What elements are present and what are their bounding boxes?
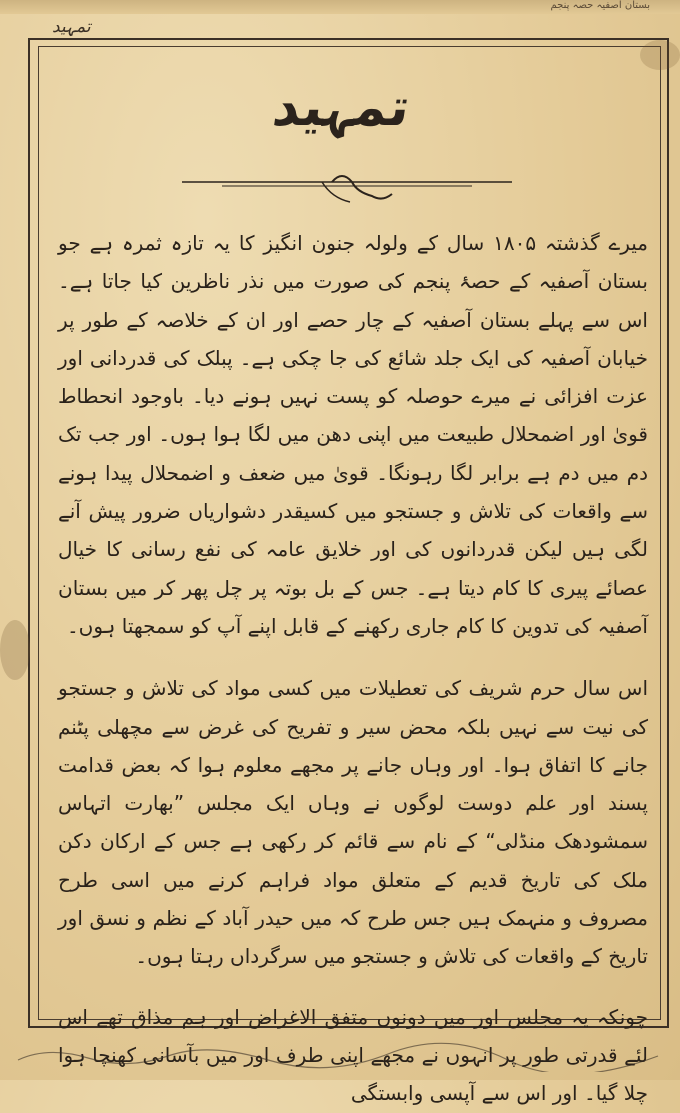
bottom-scribble	[8, 1040, 672, 1072]
paragraph: اس سال حرم شریف کی تعطیلات میں کسی مواد کی تلاش و جستجو کی نیت سے نہیں بلکہ محض سیر و تفریح کی غرض سے مچھلی پٹنم جانے کا اتفاق ہوا۔ اور وہاں جانے پر مجھے معلوم ہوا کہ بعض قدامت پسند اور علم دوست لوگوں نے وہاں ایک مجلس ”بھارت اتہاس سمشودھک منڈلی“ کے نام سے قائم کر رکھی ہے جس کے ارکان دکن ملک کی تاریخ قدیم کے متعلق مواد فراہم کرنے میں اسی طرح مصروف و منہمک ہیں جس طرح کہ میں حیدر آباد کے نظم و نسق اور تاریخ کے واقعات کی تلاش و جستجو میں سرگرداں رہتا ہوں۔	[58, 676, 648, 969]
body-text	[58, 224, 648, 1113]
paragraph: چونکہ یہ مجلس اور میں دونوں متفق الاغراض اور ہم مذاق تھے اس لئے قدرتی طور پر انہوں نے مجھے اپنی طرف اور میں بآسانی کھنچا ہوا چلا گیا۔ اور اس سے آپسی وابستگی	[58, 1004, 648, 1106]
top-strip	[0, 0, 680, 14]
page-title: تمہید	[269, 78, 414, 138]
running-head: تمہید	[52, 17, 91, 37]
top-strip-text: بستان آصفیہ حصہ پنجم	[550, 0, 650, 11]
paper-stain	[0, 620, 30, 680]
paper-stain	[640, 40, 680, 70]
title-ornament	[182, 172, 512, 212]
paragraph: میرے گذشتہ ۱۸۰۵ سال کے ولولہ جنون انگیز کا یہ تازہ ثمرہ ہے جو بستان آصفیہ کے حصۂ پنجم کی صورت میں نذر ناظرین کیا جاتا ہے۔ اس سے پہلے بستان آصفیہ کے چار حصے اور ان کے خلاصہ کے طور پر خیابان آصفیہ کی ایک جلد شائع کی جا چکی ہے۔ پبلک کی قدردانی اور عزت افزائی نے میرے حوصلہ کو پست نہیں ہونے دیا۔ باوجود انحطاط قویٰ اور اضمحلال طبیعت میں اپنی دھن میں لگا ہوا ہوں۔ اور جب تک دم میں دم ہے برابر لگا رہونگا۔ قویٰ میں ضعف و اضمحلال پیدا ہونے سے واقعات کی تلاش و جستجو میں کسیقدر دشواریاں ضرور پیش آنے لگی ہیں لیکن قدردانوں کی اور خلایق عامہ کی نفع رسانی کا خیال عصائے پیری کا کام دیتا ہے۔ جس کے بل بوتہ پر چل پھر کر میں بستان آصفیہ کی تدوین کا کام جاری رکھنے کے قابل اپنے آپ کو سمجھتا ہوں۔	[58, 231, 648, 638]
